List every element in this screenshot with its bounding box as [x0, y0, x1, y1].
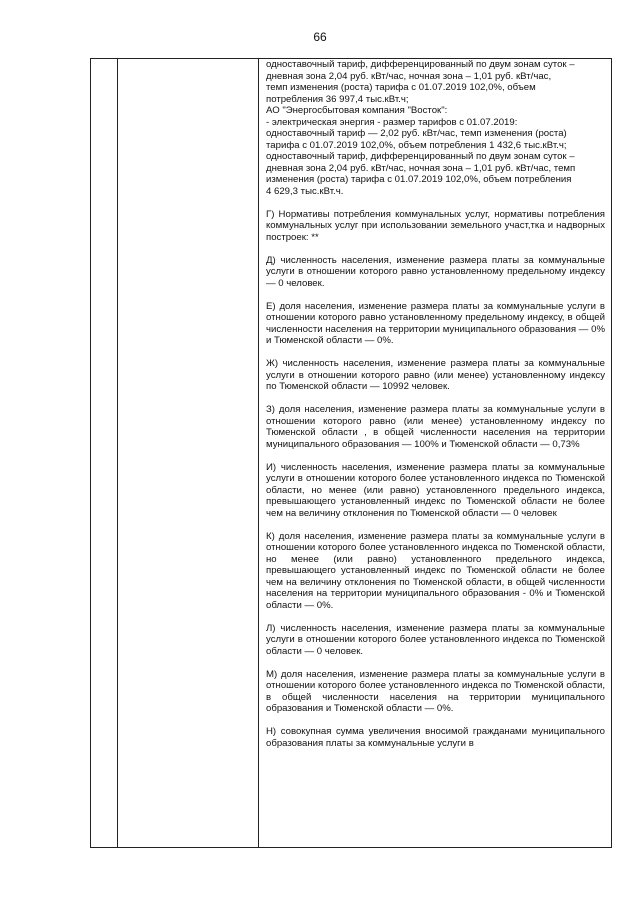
- text-line: одноставочный тариф, дифференцированный по двум зонам суток –: [266, 59, 575, 70]
- paragraph-l: Л) численность населения, изменение размера платы за коммунальные услуги в отношении которого более установленного индекса по Тюменской области — 0 человек.: [266, 622, 605, 657]
- paragraph-e: Е) доля населения, изменение размера платы за коммунальные услуги в отношении которого равно установленному предельному индексу, в общей численности населения на территории муниципального образования — 0% и Тюменской области — 0%.: [266, 300, 605, 346]
- cell-text: [266, 59, 605, 749]
- text-line: 4 629,3 тыс.кВт.ч.: [266, 185, 344, 197]
- paragraph-zh: Ж) численность населения, изменение размера платы за коммунальные услуги в отношении которого равно (или менее) установленному индексу по Тюменской области — 10992 человек.: [266, 358, 605, 392]
- text-line: потребления 36 997,4 тыс.кВт.ч;: [266, 93, 409, 105]
- text-line: дневная зона 2,04 руб. кВт/час, ночная зона – 1,01 руб. кВт/час,: [266, 70, 552, 82]
- paragraph-n: Н) совокупная сумма увеличения вносимой гражданами муниципального образования платы за коммунальные услуги в: [266, 726, 605, 749]
- table-cell-indicator: [118, 59, 259, 848]
- table-cell-content: [259, 59, 612, 848]
- paragraph-i: И) численность населения, изменение размера платы за коммунальные услуги в отношении которого более установленного индекса по Тюменской области, но менее (или равно) установленного предельного индекса, превышающего установленный индекс по Тюменской области не более чем на величину отклонения по Тюменской области — 0 человек: [266, 461, 605, 519]
- table-cell-number: [91, 59, 118, 848]
- text-line: - электрическая энергия - размер тарифов с 01.07.2019:: [266, 116, 518, 128]
- text-line: дневная зона 2,04 руб. кВт/час, ночная зона – 1,01 руб. кВт/час, темп: [266, 162, 576, 174]
- text-line: темп изменения (роста) тарифа с 01.07.2019 102,0%, объем: [266, 82, 536, 93]
- paragraph-m: М) доля населения, изменение размера платы за коммунальные услуги в отношении которого более установленного индекса по Тюменской области, в общей численности населения на территории муниципального образования и Тюменской области — 0%.: [266, 668, 605, 714]
- table-row: [91, 59, 612, 848]
- document-table: [90, 58, 612, 848]
- paragraph-g: Г) Нормативы потребления коммунальных услуг, нормативы потребления коммунальных услуг при использовании земельного участ,тка и надворных построек: **: [266, 208, 605, 243]
- paragraph-z: З) доля населения, изменение размера платы за коммунальные услуги в отношении которого равно (или менее) установленному индексу по Тюменской области , в общей численности населения на территории муниципального образования — 100% и Тюменской области — 0,73%: [266, 404, 605, 450]
- text-line: изменения (роста) тарифа с 01.07.2019 102,0%, объем потребления: [266, 174, 572, 185]
- text-line: АО "Энергосбытовая компания "Восток":: [266, 105, 448, 116]
- text-line: тарифа с 01.07.2019 102,0%, объем потребления 1 432,6 тыс.кВт.ч;: [266, 139, 567, 151]
- text-line: одноставочный тариф — 2,02 руб. кВт/час, темп изменения (роста): [266, 128, 567, 139]
- paragraph-k: К) доля населения, изменение размера платы за коммунальные услуги в отношении которого более установленного индекса по Тюменской области, но менее (или равно) установленного предельного индекса, превышающего установленный индекс по Тюменской области не более чем на величину отклонения по Тюменской области, в общей численности населения на территории муниципального образования - 0% и Тюменской области — 0%.: [266, 530, 605, 611]
- paragraph-d: Д) численность населения, изменение размера платы за коммунальные услуги в отношении которого равно установленному предельному индексу — 0 человек.: [266, 254, 605, 289]
- text-line: одноставочный тариф, дифференцированный по двум зонам суток –: [266, 151, 575, 162]
- page-number: 66: [313, 30, 327, 44]
- tariff-block: [266, 59, 605, 197]
